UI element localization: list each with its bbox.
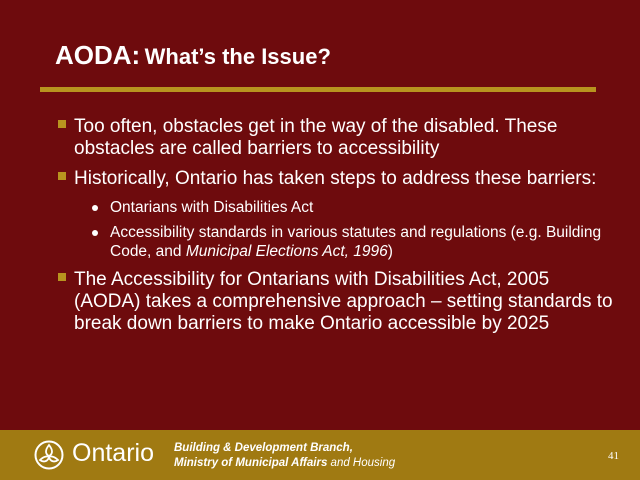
act-name: Municipal Elections Act, 1996 xyxy=(185,243,388,260)
slide-title xyxy=(55,40,331,71)
bullet-historically xyxy=(58,168,618,190)
title-acronym: AODA: xyxy=(55,40,141,70)
title-divider xyxy=(40,87,596,92)
footer-bar xyxy=(0,430,640,480)
bullet-text: Too often, obstacles get in the way of the disabled. These obstacles are called barriers to accessibility xyxy=(74,116,558,159)
bullet-text: The Accessibility for Ontarians with Disabilities Act, 2005 (AODA) takes a comprehensive approach – setting standards to break down barriers to make Ontario accessible by 2025 xyxy=(74,269,613,334)
sub-bullet-text: Accessibility standards in various statutes and regulations (e.g. Building Code, and xyxy=(110,224,602,260)
round-bullet-icon xyxy=(92,230,98,236)
ministry-name: Ministry of Municipal Affairs xyxy=(174,457,328,469)
ontario-logo-text: Ontario xyxy=(72,439,154,467)
title-question: What’s the Issue? xyxy=(144,44,331,69)
branch-credit xyxy=(174,441,395,471)
closing-paren: ) xyxy=(387,243,393,260)
square-bullet-icon xyxy=(58,273,66,281)
square-bullet-icon xyxy=(58,172,66,180)
square-bullet-icon xyxy=(58,120,66,128)
ministry-name-rest: and Housing xyxy=(327,457,396,469)
sub-bullet-list xyxy=(90,198,618,261)
slide-content xyxy=(58,116,618,343)
ontario-trillium-icon xyxy=(34,440,64,470)
bullet-aoda xyxy=(58,269,618,335)
round-bullet-icon xyxy=(92,205,98,211)
bullet-barriers xyxy=(58,116,618,160)
sub-bullet-text: Ontarians with Disabilities Act xyxy=(110,199,314,216)
sub-bullet-standards xyxy=(90,223,618,261)
bullet-text: Historically, Ontario has taken steps to address these barriers: xyxy=(74,168,597,189)
sub-bullet-odaa xyxy=(90,198,618,217)
page-number: 41 xyxy=(608,450,619,462)
branch-line-1: Building & Development Branch, xyxy=(174,442,353,454)
